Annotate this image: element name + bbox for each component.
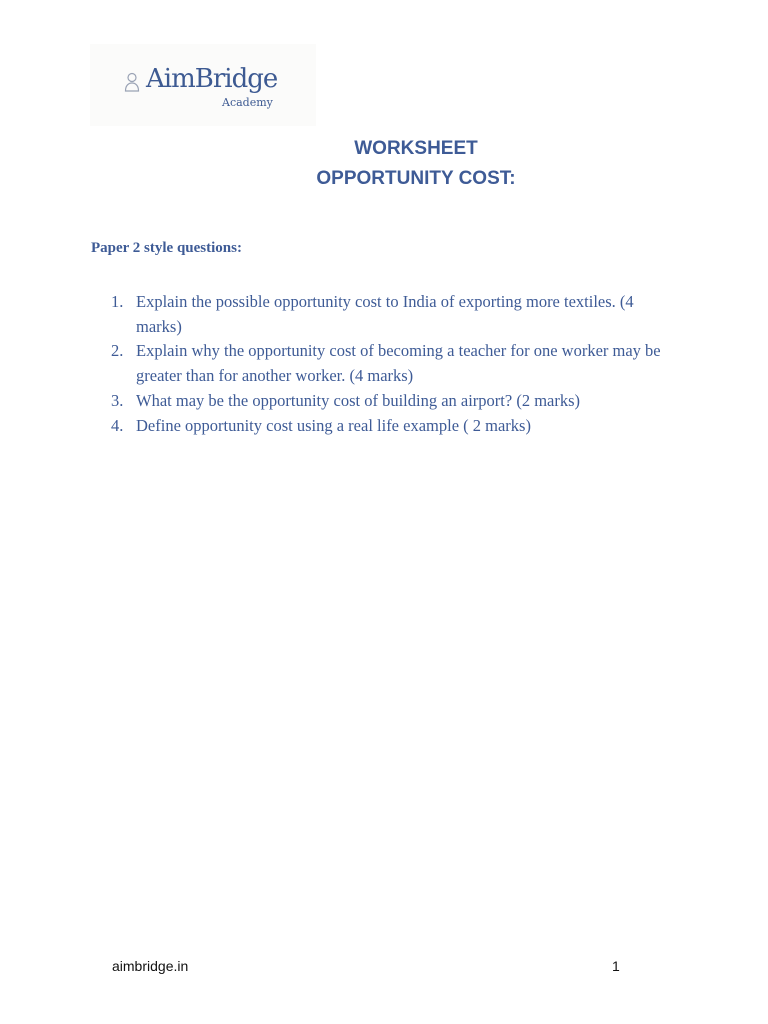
question-list xyxy=(105,290,665,438)
section-heading: Paper 2 style questions: xyxy=(91,240,242,256)
worksheet-subtitle: OPPORTUNITY COST: xyxy=(316,168,516,189)
question-number: 3. xyxy=(111,390,124,410)
footer-website: aimbridge.in xyxy=(112,958,189,974)
logo-subtitle: Academy xyxy=(222,96,273,109)
question-number: 1. xyxy=(111,292,124,311)
question-item xyxy=(105,414,665,439)
question-item xyxy=(105,389,665,414)
worksheet-title: WORKSHEET xyxy=(354,138,478,159)
page-number: 1 xyxy=(612,958,620,974)
logo xyxy=(90,44,316,126)
question-text: Define opportunity cost using a real life example ( 2 marks) xyxy=(136,415,531,435)
question-item xyxy=(105,339,665,388)
person-outline-icon xyxy=(124,72,140,92)
question-text: Explain why the opportunity cost of becoming a teacher for one worker may be greater than for another worker. (4 marks) xyxy=(136,341,661,386)
question-item xyxy=(105,290,665,339)
question-text: Explain the possible opportunity cost to India of exporting more textiles. (4 marks) xyxy=(136,292,634,336)
question-number: 4. xyxy=(111,415,124,435)
question-text: What may be the opportunity cost of building an airport? (2 marks) xyxy=(136,390,581,410)
logo-name: AimBridge xyxy=(146,64,278,94)
question-number: 2. xyxy=(111,341,124,361)
